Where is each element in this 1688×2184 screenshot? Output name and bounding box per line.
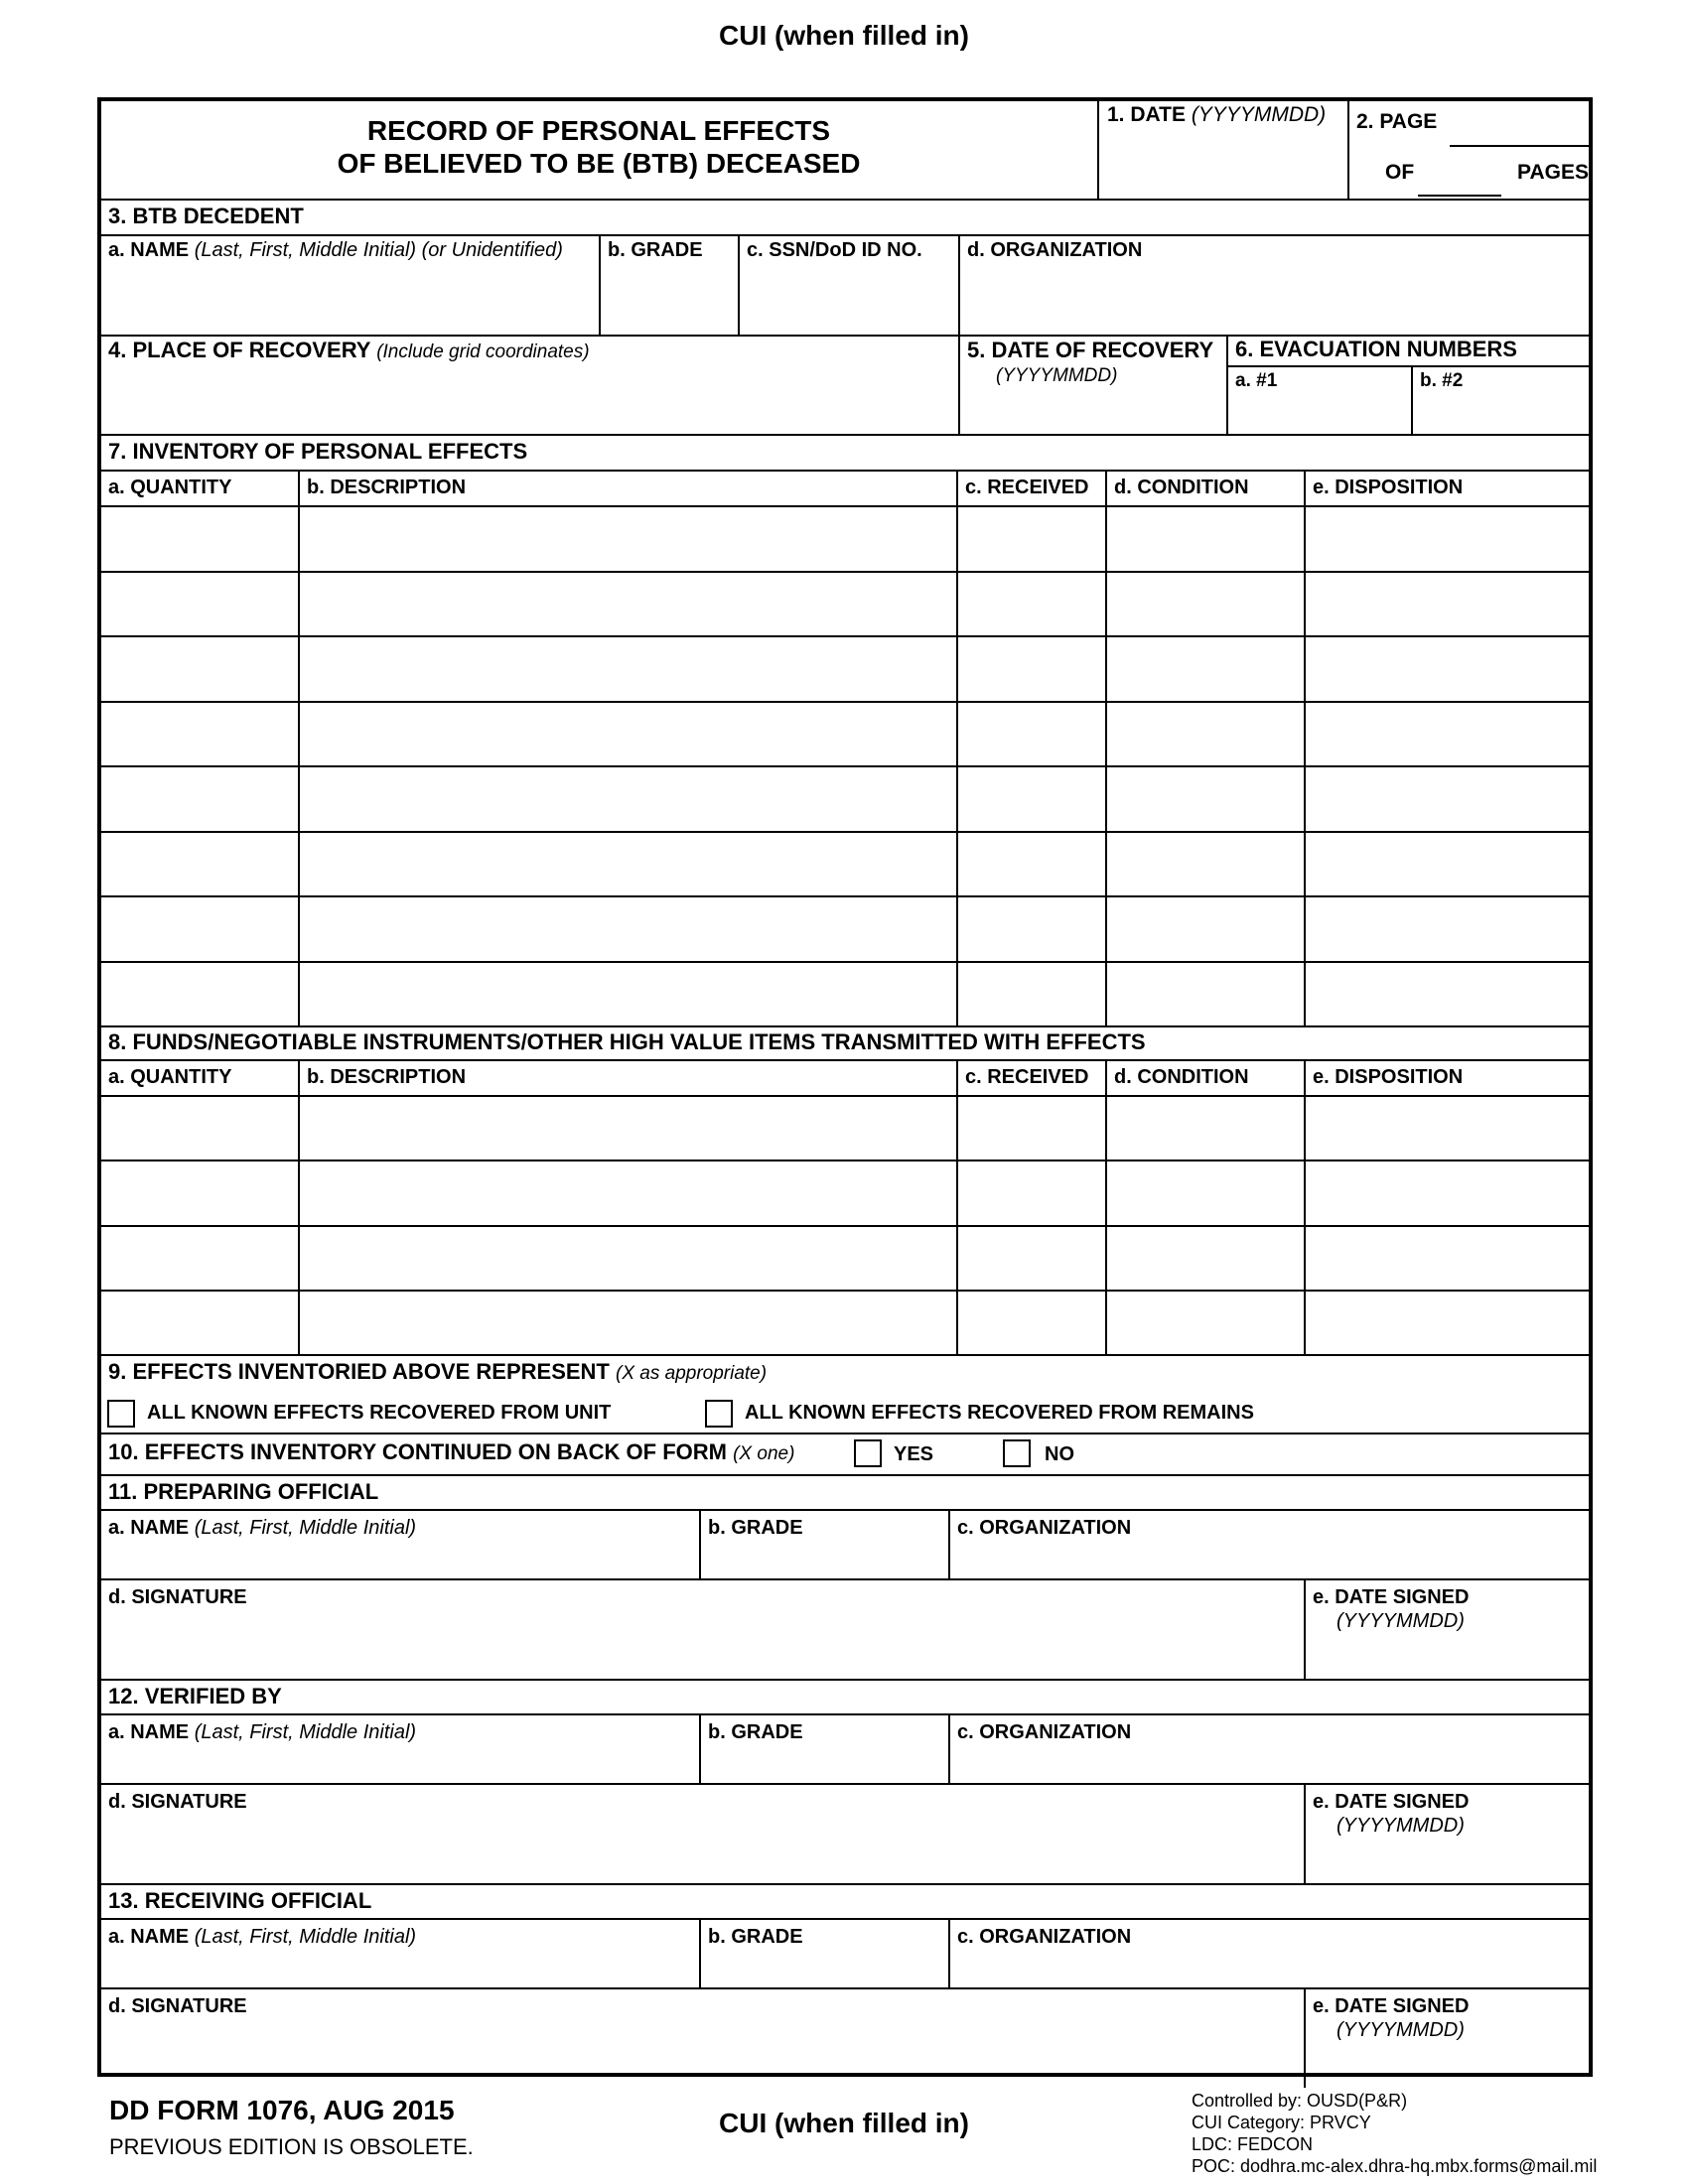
section-7-heading: 7. INVENTORY OF PERSONAL EFFECTS [108,439,528,464]
evacuation-number-1-input[interactable] [1229,395,1408,431]
verifying-name-label-text: a. NAME [108,1721,190,1743]
section-10-hint: (X one) [733,1443,795,1464]
preparing-date-signed-hint: (YYYYMMDD) [1336,1610,1465,1632]
decedent-organization-label: d. ORGANIZATION [967,239,1143,261]
inventory-received-input[interactable] [960,509,1101,567]
inventory-description-input[interactable] [302,965,952,1023]
funds-disposition-input[interactable] [1308,1229,1587,1286]
funds-condition-input[interactable] [1109,1294,1300,1350]
inventory-quantity-input[interactable] [103,835,294,892]
inventory-received-input[interactable] [960,705,1101,762]
effects-from-unit-label: ALL KNOWN EFFECTS RECOVERED FROM UNIT [147,1402,612,1424]
receiving-grade-label: b. GRADE [708,1926,803,1948]
funds-description-input[interactable] [302,1099,952,1156]
preparing-grade-label: b. GRADE [708,1517,803,1539]
section-10-heading [108,1441,794,1463]
inventory-quantity-input[interactable] [103,899,294,957]
receiving-date-signed-label: e. DATE SIGNED [1313,1995,1470,2017]
receiving-name-label [108,1927,416,1947]
funds-condition-input[interactable] [1109,1229,1300,1286]
decedent-grade-input[interactable] [602,266,735,332]
funds-condition-input[interactable] [1109,1163,1300,1220]
verifying-organization-input[interactable] [951,1746,1587,1780]
date-input[interactable] [1102,129,1342,194]
effects-from-remains-label: ALL KNOWN EFFECTS RECOVERED FROM REMAINS [745,1402,1254,1424]
inventory-description-input[interactable] [302,835,952,892]
effects-from-remains-checkbox[interactable] [705,1400,733,1428]
receiving-grade-input[interactable] [702,1951,944,1984]
evacuation-number-1-label: a. #1 [1235,370,1278,391]
decedent-name-label-text: a. NAME [108,239,190,261]
continued-no-checkbox[interactable] [1003,1439,1031,1467]
receiving-date-signed-hint: (YYYYMMDD) [1336,2019,1465,2041]
inventory-condition-header: d. CONDITION [1114,477,1249,498]
inventory-quantity-input[interactable] [103,769,294,827]
verifying-signature-label: d. SIGNATURE [108,1791,247,1813]
inventory-description-input[interactable] [302,509,952,567]
funds-received-header: c. RECEIVED [965,1066,1089,1088]
inventory-condition-input[interactable] [1109,575,1300,632]
inventory-condition-input[interactable] [1109,509,1300,567]
cui-marking-bottom: CUI (when filled in) [719,2108,969,2138]
inventory-condition-input[interactable] [1109,965,1300,1023]
inventory-disposition-input[interactable] [1308,899,1587,957]
inventory-disposition-header: e. DISPOSITION [1313,477,1464,498]
funds-received-input[interactable] [960,1294,1101,1350]
preparing-organization-input[interactable] [951,1542,1587,1575]
effects-from-unit-checkbox[interactable] [107,1400,135,1428]
form-title-line-2: OF BELIEVED TO BE (BTB) DECEASED [337,148,861,179]
verifying-grade-label: b. GRADE [708,1721,803,1743]
page-number-input[interactable] [1450,119,1589,147]
evacuation-number-2-label: b. #2 [1420,370,1464,391]
section-12-heading: 12. VERIFIED BY [108,1684,282,1708]
section-13-heading: 13. RECEIVING OFFICIAL [108,1888,372,1913]
inventory-received-header: c. RECEIVED [965,477,1089,498]
funds-description-header: b. DESCRIPTION [307,1066,467,1088]
preparing-name-input[interactable] [103,1542,695,1575]
verifying-name-input[interactable] [103,1746,695,1780]
inventory-quantity-input[interactable] [103,965,294,1023]
total-pages-input[interactable] [1418,169,1501,197]
decedent-ssn-label: c. SSN/DoD ID NO. [747,239,922,261]
inventory-disposition-input[interactable] [1308,639,1587,697]
receiving-organization-input[interactable] [951,1951,1587,1984]
section-9-heading-text: 9. EFFECTS INVENTORIED ABOVE REPRESENT [108,1359,610,1384]
decedent-grade-label: b. GRADE [608,239,703,261]
date-of-recovery-input[interactable] [961,391,1223,431]
funds-received-input[interactable] [960,1163,1101,1220]
section-3-heading: 3. BTB DECEDENT [108,204,304,228]
funds-received-input[interactable] [960,1229,1101,1286]
inventory-quantity-input[interactable] [103,509,294,567]
funds-quantity-input[interactable] [103,1163,294,1220]
receiving-name-label-text: a. NAME [108,1926,190,1948]
inventory-description-input[interactable] [302,639,952,697]
inventory-condition-input[interactable] [1109,769,1300,827]
cui-category: CUI Category: PRVCY [1192,2113,1371,2132]
funds-description-input[interactable] [302,1229,952,1286]
inventory-received-input[interactable] [960,899,1101,957]
inventory-received-input[interactable] [960,575,1101,632]
preparing-signature-label: d. SIGNATURE [108,1586,247,1608]
obsolete-notice: PREVIOUS EDITION IS OBSOLETE. [109,2134,474,2159]
inventory-description-header: b. DESCRIPTION [307,477,467,498]
pages-label: PAGES [1517,161,1589,184]
inventory-disposition-input[interactable] [1308,835,1587,892]
inventory-quantity-input[interactable] [103,575,294,632]
inventory-description-input[interactable] [302,899,952,957]
inventory-disposition-input[interactable] [1308,769,1587,827]
inventory-disposition-input[interactable] [1308,965,1587,1023]
inventory-description-input[interactable] [302,705,952,762]
funds-quantity-input[interactable] [103,1229,294,1286]
evacuation-number-2-input[interactable] [1414,395,1587,431]
funds-quantity-header: a. QUANTITY [108,1066,232,1088]
receiving-date-signed-input[interactable] [1307,2044,1587,2082]
receiving-name-hint: (Last, First, Middle Initial) [194,1926,417,1948]
verifying-date-signed-label: e. DATE SIGNED [1313,1791,1470,1813]
funds-disposition-input[interactable] [1308,1099,1587,1156]
funds-condition-header: d. CONDITION [1114,1066,1249,1088]
preparing-name-label [108,1518,416,1538]
section-8-heading: 8. FUNDS/NEGOTIABLE INSTRUMENTS/OTHER HIGH VALUE ITEMS TRANSMITTED WITH EFFECTS [108,1029,1146,1054]
controlled-by: Controlled by: OUSD(P&R) [1192,2091,1408,2111]
inventory-disposition-input[interactable] [1308,705,1587,762]
funds-description-input[interactable] [302,1163,952,1220]
verifying-grade-input[interactable] [702,1746,944,1780]
inventory-condition-input[interactable] [1109,899,1300,957]
decedent-name-label [108,240,563,260]
place-of-recovery-label-text: 4. PLACE OF RECOVERY [108,338,371,362]
verifying-name-label [108,1722,416,1742]
receiving-signature-input[interactable] [103,2022,1301,2082]
preparing-grade-input[interactable] [702,1542,944,1575]
preparing-signature-input[interactable] [103,1613,1301,1673]
continued-yes-checkbox[interactable] [854,1439,882,1467]
inventory-quantity-input[interactable] [103,639,294,697]
section-9-heading [108,1361,767,1383]
date-label [1107,104,1326,125]
inventory-condition-input[interactable] [1109,639,1300,697]
section-10-heading-text: 10. EFFECTS INVENTORY CONTINUED ON BACK OF FORM [108,1439,727,1464]
date-of-recovery-label: 5. DATE OF RECOVERY [967,338,1214,362]
section-9-hint: (X as appropriate) [616,1363,768,1384]
preparing-name-label-text: a. NAME [108,1517,190,1539]
funds-quantity-input[interactable] [103,1099,294,1156]
place-of-recovery-label [108,340,590,361]
continued-yes-label: YES [894,1443,934,1465]
form-id: DD FORM 1076, AUG 2015 [109,2095,455,2125]
verifying-date-signed-input[interactable] [1307,1840,1587,1877]
inventory-quantity-header: a. QUANTITY [108,477,232,498]
evacuation-numbers-label: 6. EVACUATION NUMBERS [1235,337,1517,361]
cui-marking-top: CUI (when filled in) [719,20,969,51]
verifying-name-hint: (Last, First, Middle Initial) [194,1721,417,1743]
funds-disposition-input[interactable] [1308,1294,1587,1350]
inventory-condition-input[interactable] [1109,835,1300,892]
decedent-ssn-input[interactable] [741,266,955,332]
inventory-received-input[interactable] [960,769,1101,827]
receiving-signature-label: d. SIGNATURE [108,1995,247,2017]
funds-description-input[interactable] [302,1294,952,1350]
date-format-hint: (YYYYMMDD) [1191,103,1327,126]
inventory-received-input[interactable] [960,639,1101,697]
inventory-description-input[interactable] [302,769,952,827]
funds-disposition-header: e. DISPOSITION [1313,1066,1464,1088]
date-of-recovery-hint: (YYYYMMDD) [996,365,1118,386]
decedent-organization-input[interactable] [961,266,1587,332]
preparing-name-hint: (Last, First, Middle Initial) [194,1517,417,1539]
poc: POC: dodhra.mc-alex.dhra-hq.mbx.forms@mail.mil [1192,2156,1598,2176]
inventory-quantity-input[interactable] [103,705,294,762]
page-of-label: OF [1385,161,1415,184]
verifying-date-signed-hint: (YYYYMMDD) [1336,1815,1465,1837]
verifying-organization-label: c. ORGANIZATION [957,1721,1132,1743]
place-of-recovery-input[interactable] [103,367,953,429]
receiving-organization-label: c. ORGANIZATION [957,1926,1132,1948]
inventory-received-input[interactable] [960,965,1101,1023]
inventory-disposition-input[interactable] [1308,575,1587,632]
inventory-received-input[interactable] [960,835,1101,892]
funds-quantity-input[interactable] [103,1294,294,1350]
preparing-date-signed-label: e. DATE SIGNED [1313,1586,1470,1608]
preparing-date-signed-input[interactable] [1307,1635,1587,1673]
inventory-disposition-input[interactable] [1308,509,1587,567]
page-label: 2. PAGE [1356,110,1438,133]
receiving-name-input[interactable] [103,1951,695,1984]
funds-condition-input[interactable] [1109,1099,1300,1156]
date-label-text: 1. DATE [1107,103,1186,126]
decedent-name-hint: (Last, First, Middle Initial) (or Unidentified) [194,239,563,261]
continued-no-label: NO [1045,1443,1074,1465]
place-of-recovery-hint: (Include grid coordinates) [376,341,590,362]
ldc: LDC: FEDCON [1192,2134,1314,2154]
inventory-description-input[interactable] [302,575,952,632]
section-11-heading: 11. PREPARING OFFICIAL [108,1479,379,1504]
form-title-line-1: RECORD OF PERSONAL EFFECTS [366,115,831,146]
funds-received-input[interactable] [960,1099,1101,1156]
preparing-organization-label: c. ORGANIZATION [957,1517,1132,1539]
inventory-condition-input[interactable] [1109,705,1300,762]
funds-disposition-input[interactable] [1308,1163,1587,1220]
verifying-signature-input[interactable] [103,1818,1301,1877]
decedent-name-input[interactable] [103,266,596,332]
